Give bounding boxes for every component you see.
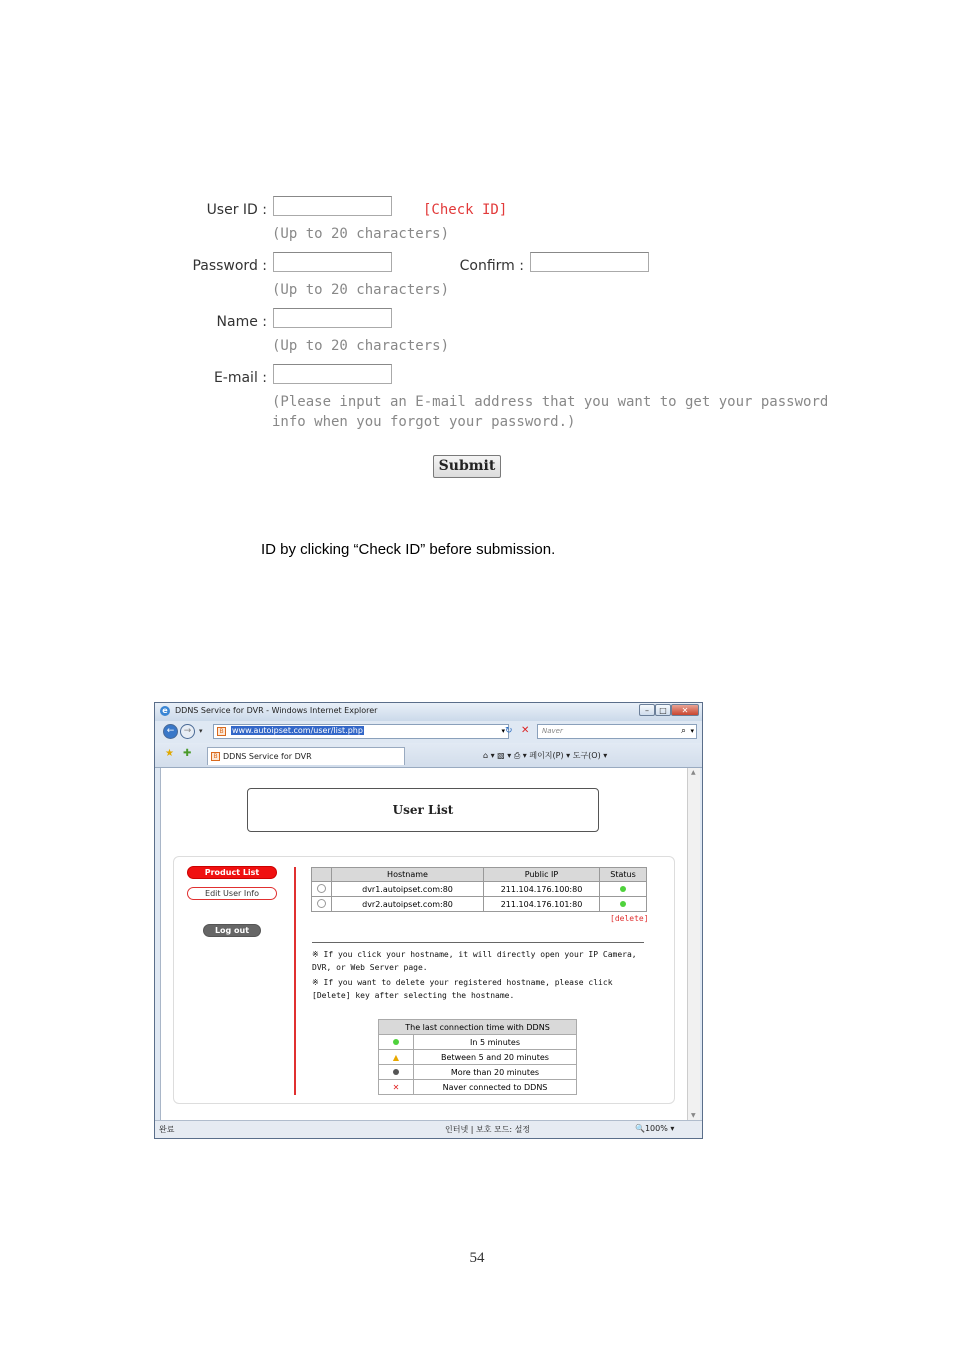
refresh-icon[interactable]: ↻	[505, 726, 513, 736]
note-open-host: ※ If you click your hostname, it will directly open your IP Camera, DVR, or Web Server page.	[312, 950, 637, 972]
search-placeholder: Naver	[542, 727, 563, 735]
menu-divider	[294, 867, 296, 1095]
name-hint: (Up to 20 characters)	[272, 338, 450, 354]
zoom-level[interactable]: 🔍100% ▾	[635, 1124, 675, 1133]
browser-window	[154, 702, 703, 1139]
search-icon[interactable]: ⌕	[680, 726, 686, 736]
navigation-bar	[155, 721, 702, 743]
title-bar	[155, 703, 702, 721]
address-dropdown-icon[interactable]: ▾	[501, 727, 505, 735]
status-bar	[155, 1120, 702, 1139]
favorites-star-icon[interactable]: ★	[165, 748, 174, 759]
back-icon[interactable]: ←	[163, 724, 178, 739]
status-text: 완료	[159, 1125, 175, 1134]
public-ip-cell: 211.104.176.101:80	[484, 897, 600, 912]
delete-link[interactable]: [delete]	[610, 914, 649, 923]
caption-text: ID by clicking “Check ID” before submission.	[261, 541, 556, 558]
page-content	[160, 768, 688, 1120]
search-dropdown-icon[interactable]: ▾	[690, 727, 694, 735]
submit-button[interactable]: Submit	[433, 455, 501, 478]
email-label: E-mail :	[213, 370, 267, 386]
user-id-input[interactable]	[273, 196, 392, 216]
red-x-icon: ✕	[392, 1082, 400, 1092]
password-hint: (Up to 20 characters)	[272, 282, 450, 298]
email-hint-line1: (Please input an E-mail address that you want to get your password	[272, 394, 829, 410]
maximize-icon[interactable]: □	[655, 704, 671, 716]
table-row	[312, 897, 647, 912]
status-online-icon	[620, 886, 626, 892]
close-icon[interactable]: ✕	[671, 704, 699, 716]
legend-item: More than 20 minutes	[414, 1065, 577, 1080]
password-input[interactable]	[273, 252, 392, 272]
search-box[interactable]	[537, 724, 697, 739]
confirm-input[interactable]	[530, 252, 649, 272]
security-zone: 인터넷 | 보호 모드: 설정	[445, 1125, 531, 1134]
site-favicon-icon: B	[217, 727, 226, 736]
legend-item: In 5 minutes	[414, 1035, 577, 1050]
status-legend	[378, 1019, 577, 1095]
legend-title: The last connection time with DDNS	[379, 1020, 577, 1035]
status-online-icon	[620, 901, 626, 907]
user-list-heading: User List	[247, 788, 599, 832]
host-table	[311, 867, 647, 912]
stop-icon[interactable]: ✕	[521, 725, 530, 736]
user-id-hint: (Up to 20 characters)	[272, 226, 450, 242]
command-bar[interactable]: ⌂ ▾ ▧ ▾ ⎙ ▾ 페이지(P) ▾ 도구(O) ▾	[483, 751, 608, 760]
scroll-down-icon[interactable]: ▼	[691, 1112, 696, 1119]
legend-item: Between 5 and 20 minutes	[414, 1050, 577, 1065]
forward-icon[interactable]: →	[180, 724, 195, 739]
user-id-label: User ID :	[206, 202, 267, 218]
page-number: 54	[469, 1250, 485, 1266]
public-ip-header: Public IP	[484, 868, 600, 882]
log-out-button[interactable]: Log out	[203, 924, 261, 937]
add-favorites-icon[interactable]: ✚	[183, 748, 192, 759]
status-header: Status	[600, 868, 647, 882]
scroll-up-icon[interactable]: ▲	[691, 769, 696, 776]
confirm-label: Confirm :	[459, 258, 524, 274]
address-bar[interactable]	[213, 724, 509, 739]
row-radio[interactable]	[317, 884, 326, 893]
product-list-button[interactable]: Product List	[187, 866, 277, 879]
window-title: DDNS Service for DVR - Windows Internet Explorer	[175, 706, 378, 715]
minimize-icon[interactable]: –	[639, 704, 655, 716]
check-id-link[interactable]: [Check ID]	[423, 202, 508, 218]
row-radio[interactable]	[317, 899, 326, 908]
divider-line	[312, 942, 644, 943]
address-url: www.autoipset.com/user/list.php	[232, 726, 363, 735]
legend-item: Naver connected to DDNS	[414, 1080, 577, 1095]
tab-ddns[interactable]	[207, 747, 405, 765]
vertical-scrollbar[interactable]	[687, 768, 700, 1120]
name-input[interactable]	[273, 308, 392, 328]
gray-dot-icon	[393, 1069, 399, 1075]
hostname-link[interactable]: dvr1.autoipset.com:80	[332, 882, 484, 897]
edit-user-info-button[interactable]: Edit User Info	[187, 887, 277, 900]
tab-label: DDNS Service for DVR	[223, 752, 312, 761]
history-dropdown-icon[interactable]: ▾	[199, 727, 203, 735]
password-label: Password :	[192, 258, 267, 274]
tab-favicon-icon: B	[211, 752, 220, 761]
email-input[interactable]	[273, 364, 392, 384]
ie-logo-icon: e	[160, 706, 170, 716]
user-list-panel	[173, 856, 675, 1104]
table-row	[312, 882, 647, 897]
green-dot-icon	[393, 1039, 399, 1045]
name-label: Name :	[216, 314, 267, 330]
tab-bar	[155, 743, 702, 768]
note-delete-host: ※ If you want to delete your registered hostname, please click [Delete] key after selecting the hostname.	[312, 978, 613, 1000]
public-ip-cell: 211.104.176.100:80	[484, 882, 600, 897]
table-header-row	[312, 868, 647, 882]
hostname-header: Hostname	[332, 868, 484, 882]
yellow-triangle-icon: ▲	[392, 1052, 400, 1062]
email-hint-line2: info when you forgot your password.)	[272, 414, 576, 430]
select-column-header	[312, 868, 332, 882]
hostname-link[interactable]: dvr2.autoipset.com:80	[332, 897, 484, 912]
